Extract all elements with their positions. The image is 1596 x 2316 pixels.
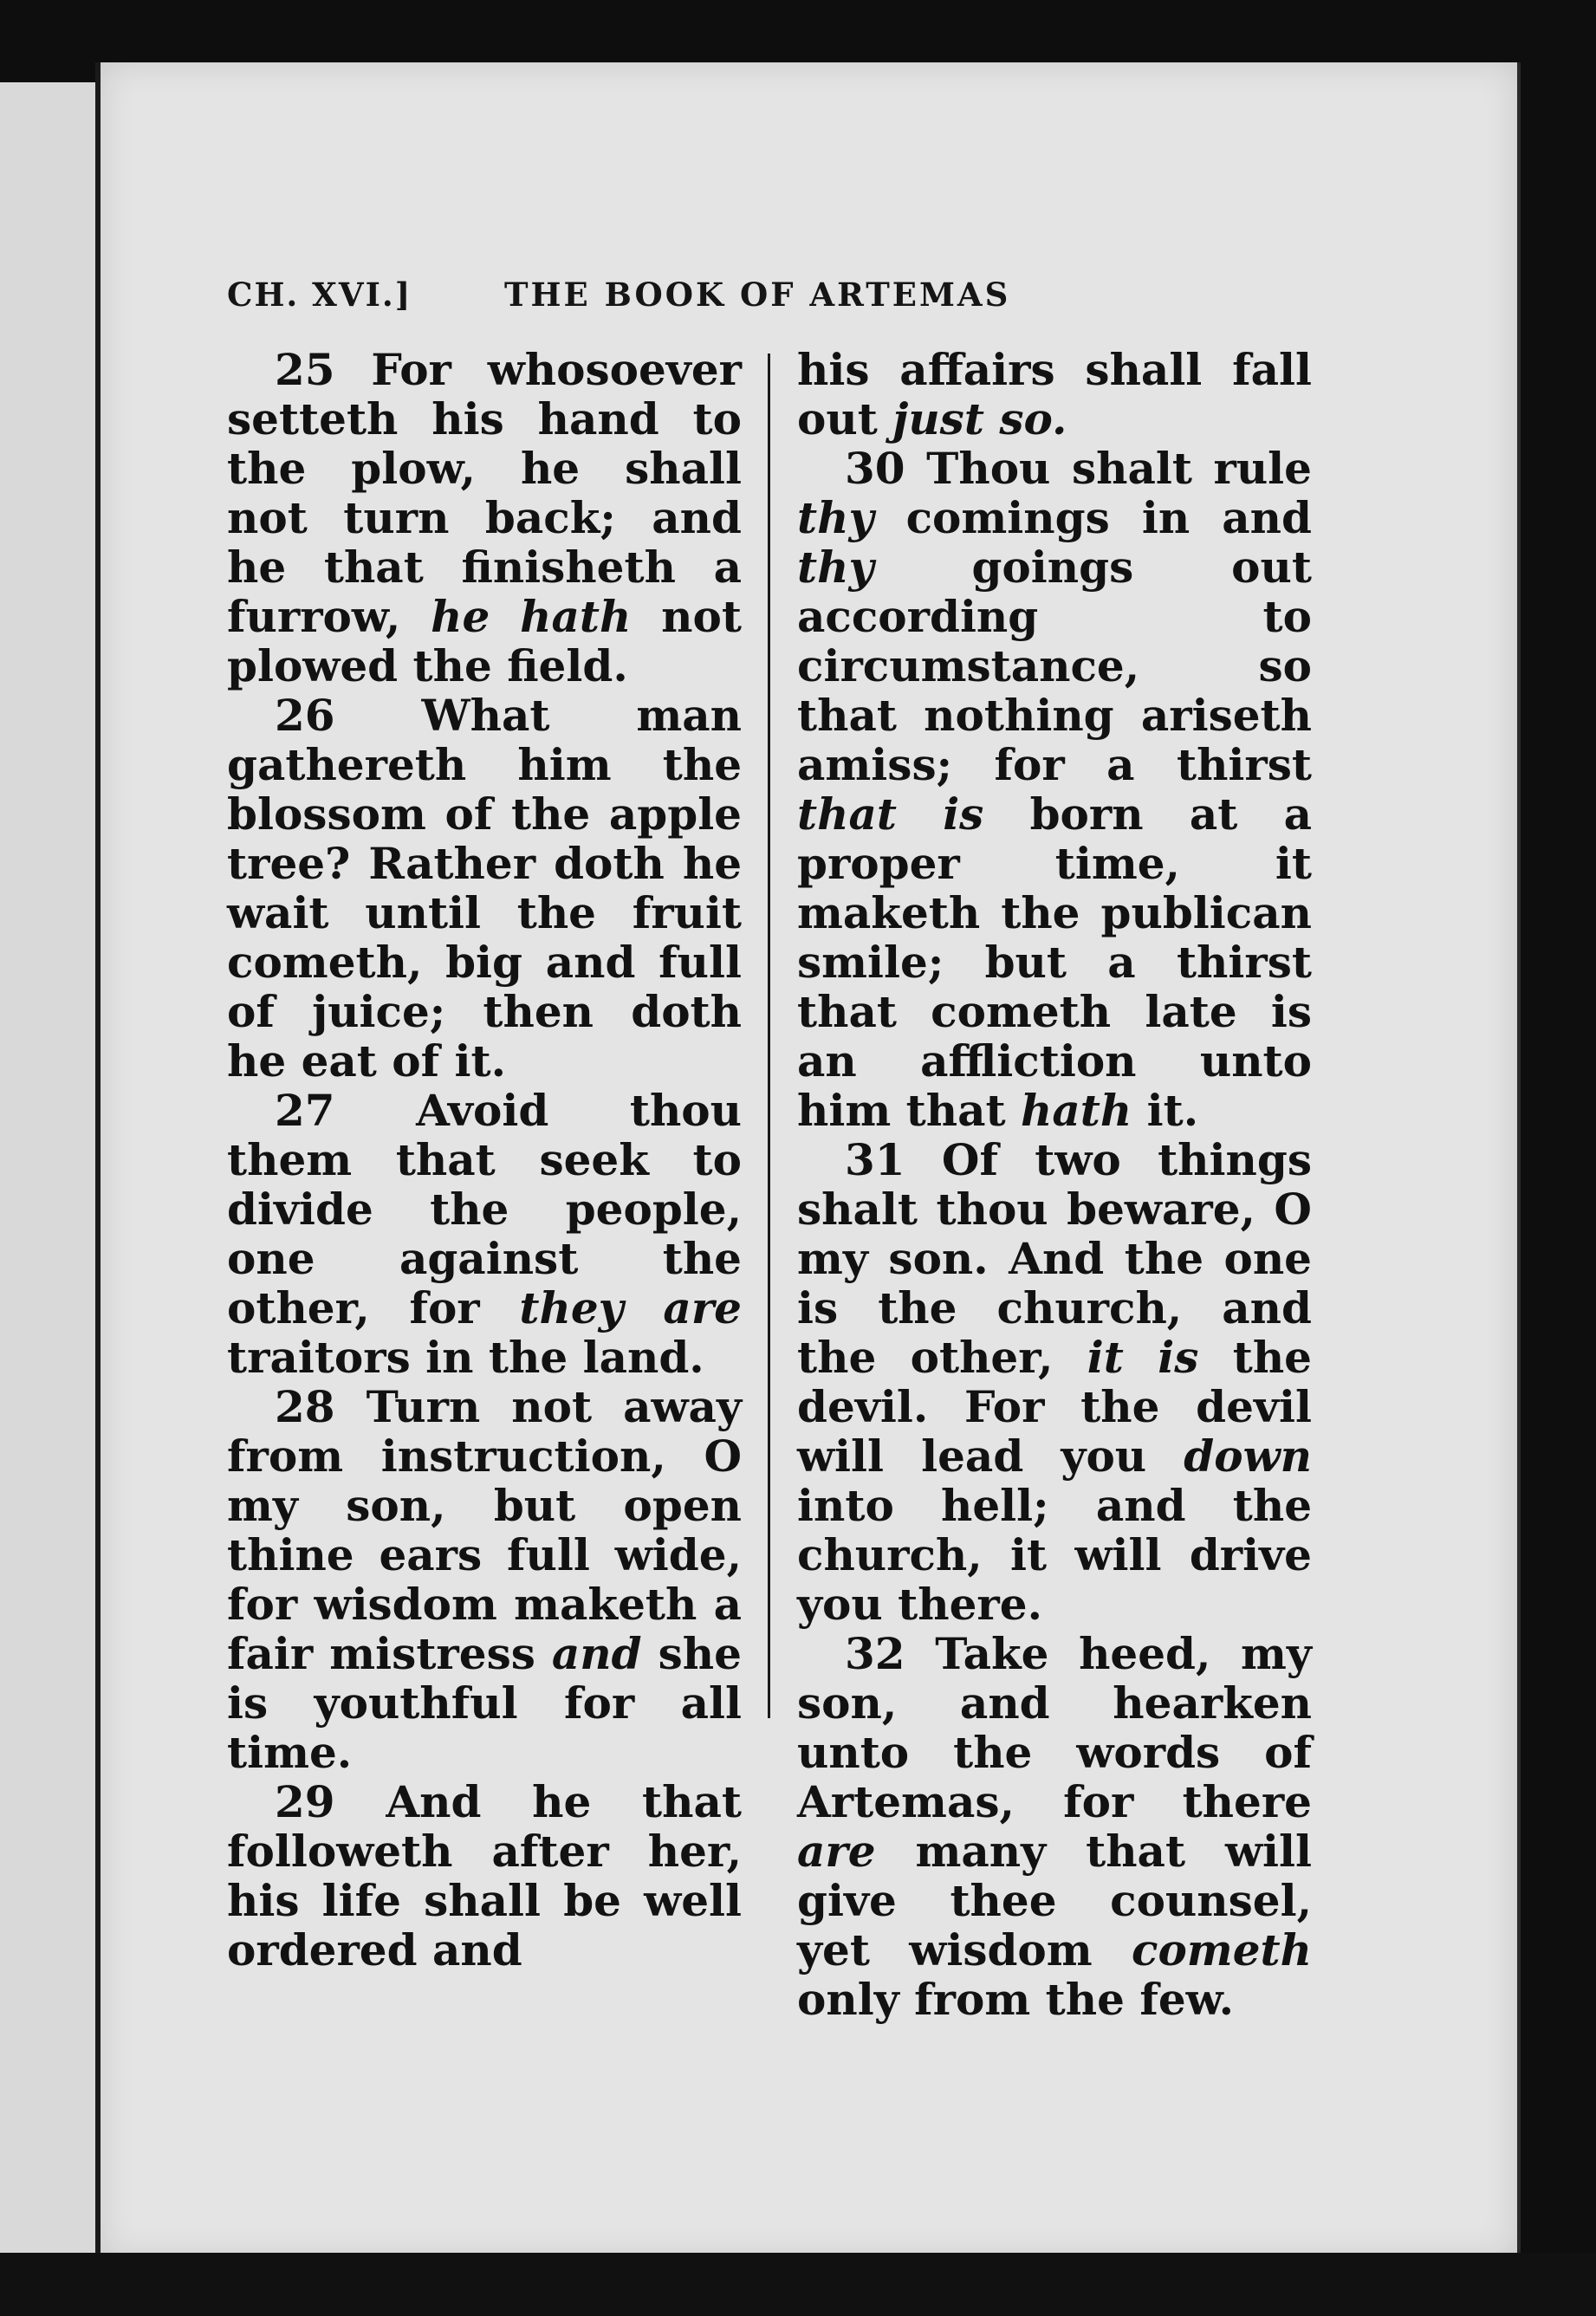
verse-27-text: 27 Avoid thou them that seek to divide the people, one against the other, for: [227, 1085, 742, 1333]
verse-27: [227, 1086, 742, 1382]
verse-27-italic: they are: [519, 1282, 742, 1333]
verse-32: [797, 1629, 1312, 2024]
verse-30-text-c: goings out according to circumstance, so that nothing ariseth amiss; for a thirst: [797, 542, 1312, 790]
verse-30-text-b: comings in and: [905, 492, 1312, 543]
verse-31-italic-2: down: [1184, 1430, 1312, 1482]
verse-26-text: 26 What man gathereth him the blossom of the apple tree? Rather doth he wait until the fruit cometh, big and full of juice; then doth he eat of it.: [227, 690, 742, 1087]
verse-30: [797, 444, 1312, 1135]
verse-30-italic-2: thy: [797, 542, 874, 593]
column-divider: [768, 354, 770, 1718]
verse-32-text-b: many that will give thee counsel, yet wisdom: [797, 1826, 1312, 1975]
verse-28-end: she is youthful for all time.: [227, 1628, 742, 1778]
verse-30-italic-1: thy: [797, 492, 874, 543]
verse-29: [227, 1777, 742, 1975]
verse-25-italic: he hath: [431, 591, 632, 642]
verse-28-italic: and: [551, 1628, 642, 1679]
book-title: THE BOOK OF ARTEMAS: [504, 276, 1011, 314]
verse-32-italic-2: cometh: [1132, 1924, 1312, 1975]
verse-31: [797, 1135, 1312, 1629]
facing-page-edge: [0, 82, 102, 2253]
verse-29-text: 29 And he that followeth after her, his life shall be well ordered and: [227, 1776, 742, 1975]
verse-31-text-c: into hell; and the church, it will drive you there.: [797, 1480, 1312, 1630]
left-column: [227, 345, 742, 1975]
verse-30-italic-4: hath: [1021, 1085, 1132, 1136]
verse-30-text-d: born at a proper time, it maketh the publican smile; but a thirst that cometh late is an affliction unto him that: [797, 788, 1312, 1136]
verse-28: [227, 1382, 742, 1777]
verse-29-cont-italic: just so.: [892, 393, 1067, 444]
verse-29-continued: [797, 345, 1312, 444]
running-header: [227, 276, 1310, 321]
verse-31-text-b: the devil. For the devil will lead you: [797, 1332, 1312, 1482]
verse-31-text: 31 Of two things shalt thou beware, O my son. And the one is the church, and the other,: [797, 1134, 1312, 1383]
verse-30-text-e: it.: [1146, 1085, 1199, 1136]
verse-31-italic-1: it is: [1087, 1332, 1199, 1383]
verse-28-text: 28 Turn not away from instruction, O my son, but open thine ears full wide, for wisdom maketh a fair mistress: [227, 1381, 742, 1679]
chapter-label: CH. XVI.]: [227, 276, 412, 314]
verse-25-text: 25 For whosoever setteth his hand to the plow, he shall not turn back; and he that finisheth a furrow,: [227, 344, 742, 642]
verse-27-end: traitors in the land.: [227, 1332, 704, 1383]
verse-30-italic-3: that is: [797, 788, 984, 840]
verse-32-text-c: only from the few.: [797, 1974, 1235, 2025]
right-column: [797, 345, 1312, 2024]
verse-32-italic-1: are: [797, 1826, 876, 1877]
scan-border-bottom: [0, 2253, 1596, 2316]
verse-32-text: 32 Take heed, my son, and hearken unto the words of Artemas, for there: [797, 1628, 1312, 1827]
verse-29-cont-text: his affairs shall fall out: [797, 344, 1312, 444]
verse-25-end: not plowed the field.: [227, 591, 742, 691]
verse-30-text: 30 Thou shalt rule: [845, 443, 1312, 494]
verse-26: [227, 691, 742, 1086]
verse-25: [227, 345, 742, 691]
